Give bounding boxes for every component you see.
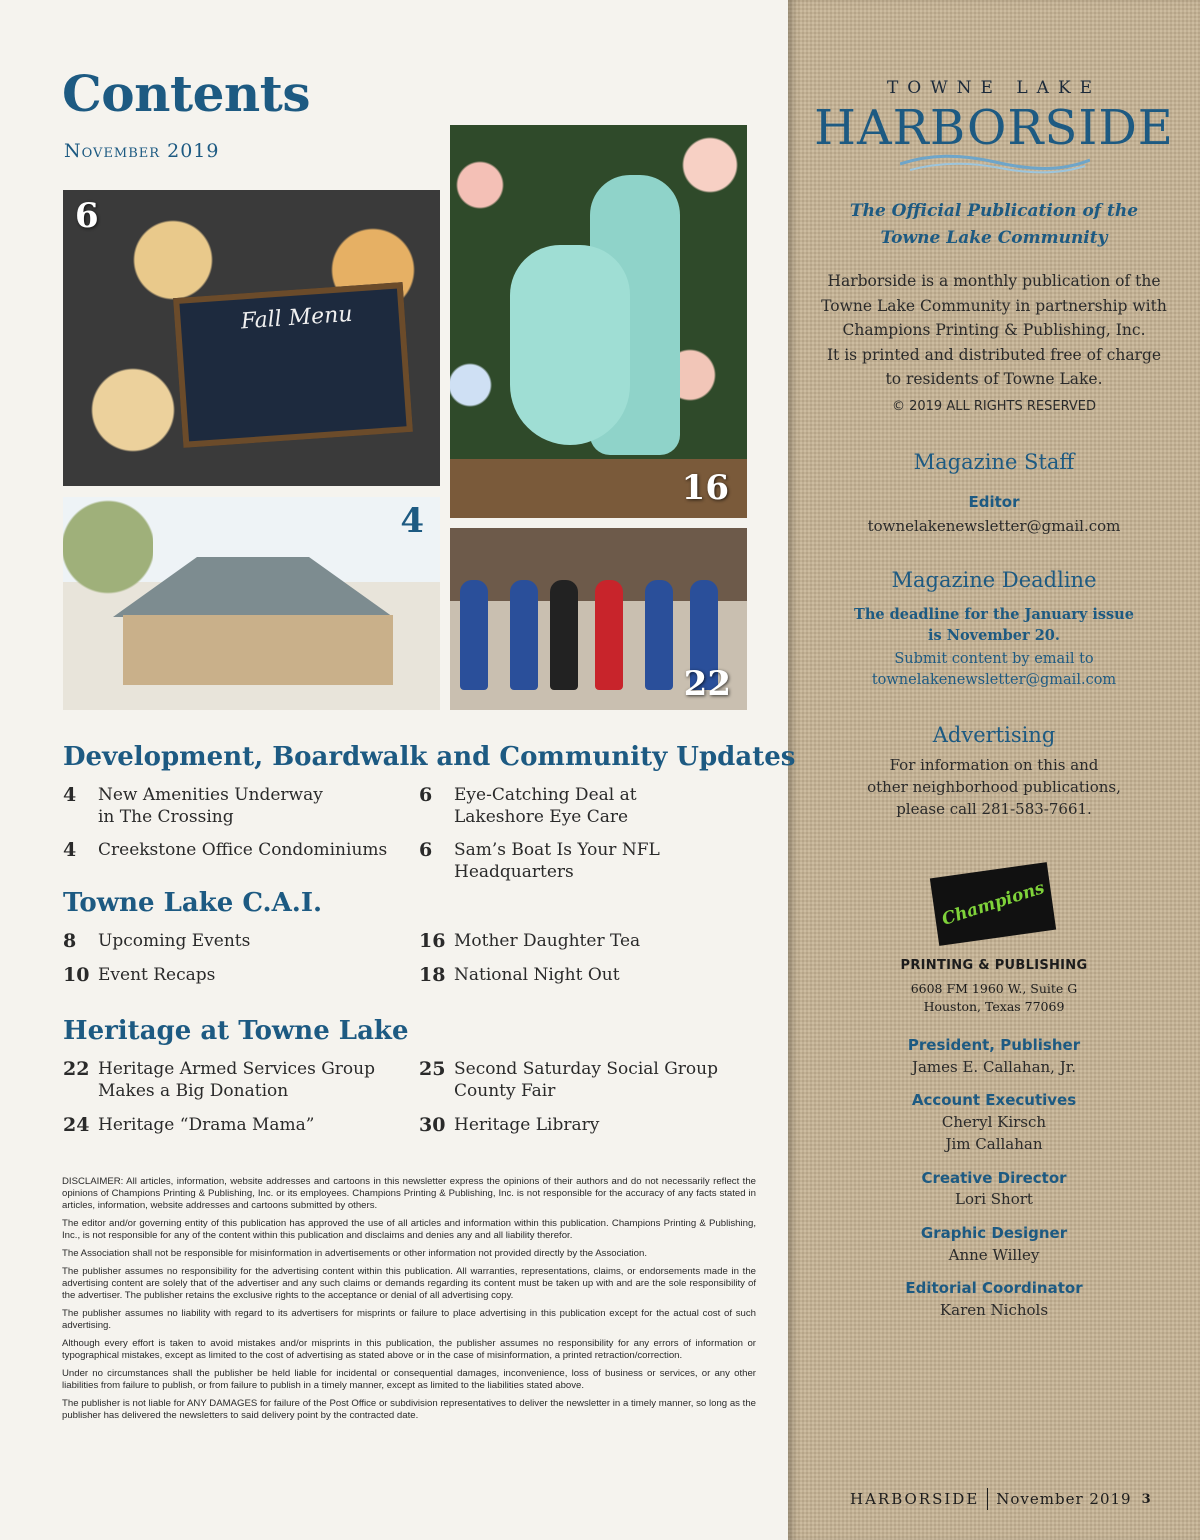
- photo-page-number: 6: [75, 196, 99, 236]
- toc-title-line: Heritage Armed Services Group: [98, 1059, 375, 1079]
- section-heading: Heritage at Towne Lake: [63, 1016, 409, 1046]
- toc-title-line: Lakeshore Eye Care: [454, 807, 629, 827]
- footer-divider: [987, 1488, 988, 1510]
- credit-name: James E. Callahan, Jr.: [911, 1058, 1077, 1076]
- staff-heading: Magazine Staff: [913, 450, 1075, 474]
- toc-page-number: 10: [63, 964, 90, 986]
- disclaimer-paragraph: The publisher assumes no responsibility for the advertising content within this publication. All warranties, representations, claims, or endorsements made in the advertising content are solely that of the advertiser and any such claims or demands regarding its content must be taken up with and are the sole responsibility of the advertiser. The publisher retains the exclusive rights to the acceptance or denial of all advertising copy.: [62, 1266, 756, 1301]
- toc-title: Mother Daughter Tea: [454, 931, 641, 951]
- person: [550, 580, 578, 690]
- toc-title: [454, 1058, 754, 1102]
- toc-title: Heritage Library: [454, 1115, 600, 1135]
- logo-towne-lake: TOWNE LAKE: [886, 78, 1102, 98]
- deadline-line: is November 20.: [928, 627, 1060, 644]
- chalkboard-menu: [173, 282, 413, 448]
- toc-title: [454, 784, 754, 828]
- submit-text: [788, 649, 1200, 691]
- deadline-heading: Magazine Deadline: [891, 568, 1097, 592]
- submit-email[interactable]: townelakenewsletter@gmail.com: [871, 672, 1117, 688]
- toc-title: Event Recaps: [98, 965, 216, 985]
- person: [510, 580, 538, 690]
- footer-brand: HARBORSIDE: [850, 1490, 980, 1508]
- chalkboard-title: Fall Menu: [240, 301, 354, 335]
- about-line: to residents of Towne Lake.: [885, 370, 1103, 388]
- official-line: Towne Lake Community: [880, 228, 1108, 248]
- house-rendering-photo: [63, 497, 440, 710]
- toc-page-number: 25: [419, 1058, 446, 1080]
- toc-page-number: 8: [63, 930, 77, 952]
- printing-publishing: PRINTING & PUBLISHING: [900, 958, 1088, 973]
- about-text: [788, 269, 1200, 392]
- credit-name: Cheryl Kirsch: [941, 1113, 1047, 1131]
- issue-date: November 2019: [64, 140, 220, 162]
- credit-name: Anne Willey: [948, 1246, 1040, 1264]
- page-footer: [850, 1488, 1151, 1510]
- group-photo: [450, 528, 747, 710]
- toc-title: [98, 1058, 398, 1102]
- about-line: Harborside is a monthly publication of the: [827, 272, 1161, 290]
- disclaimer-paragraph: The publisher assumes no liability with regard to its advertisers for misprints or failure to place advertising in this publication except for the actual cost of such advertising.: [62, 1308, 756, 1331]
- address-line: 6608 FM 1960 W., Suite G: [910, 981, 1078, 996]
- toc-title: Heritage “Drama Mama”: [98, 1115, 315, 1135]
- editor-email[interactable]: townelakenewsletter@gmail.com: [867, 517, 1121, 535]
- toc-page-number: 6: [419, 784, 433, 806]
- advertising-line: For information on this and: [889, 756, 1099, 774]
- credit-role: Graphic Designer: [920, 1224, 1068, 1242]
- daughter-figure: [510, 245, 630, 445]
- person: [645, 580, 673, 690]
- toc-page-number: 4: [63, 784, 77, 806]
- toc-title-line: Makes a Big Donation: [98, 1081, 289, 1101]
- disclaimer-paragraph: DISCLAIMER: All articles, information, website addresses and cartoons in this newsletter express the opinions of their authors and do not necessarily reflect the opinions of Champions Printing & Publishing, Inc. or its employees. Champions Printing & Publishing, Inc. is not responsible for the accuracy of any facts stated in articles, information, website addresses and cartoons submitted by others.: [62, 1176, 756, 1211]
- advertising-line: other neighborhood publications,: [867, 778, 1121, 796]
- credit-name: Lori Short: [955, 1190, 1033, 1208]
- credit-role: Editorial Coordinator: [905, 1279, 1083, 1297]
- toc-title-line: County Fair: [454, 1081, 556, 1101]
- building-sketch: [123, 615, 393, 685]
- disclaimer-block: [62, 1176, 756, 1428]
- toc-title: Sam’s Boat Is Your NFL Headquarters: [454, 840, 660, 882]
- toc-page-number: 24: [63, 1114, 90, 1136]
- address-line: Houston, Texas 77069: [923, 999, 1065, 1014]
- address: [788, 980, 1200, 1016]
- mother-daughter-photo: [450, 125, 747, 518]
- credit-name: Jim Callahan: [945, 1135, 1043, 1153]
- credit-role: Account Executives: [911, 1091, 1077, 1109]
- advertising-text: [788, 754, 1200, 820]
- disclaimer-paragraph: The Association shall not be responsible for misinformation in advertisements or other information not provided directly by the Association.: [62, 1248, 647, 1259]
- page-title: Contents: [62, 64, 311, 123]
- deadline-line: The deadline for the January issue: [854, 606, 1134, 623]
- toc-title: Creekstone Office Condominiums: [98, 840, 388, 860]
- toc-page-number: 16: [419, 930, 446, 952]
- toc-title-line: Eye-Catching Deal at: [454, 785, 637, 805]
- toc-page-number: 4: [63, 839, 77, 861]
- person: [595, 580, 623, 690]
- toc-title: [98, 784, 398, 828]
- official-line: The Official Publication of the: [849, 201, 1139, 221]
- toc-title: National Night Out: [454, 965, 620, 985]
- about-line: Champions Printing & Publishing, Inc.: [842, 321, 1146, 339]
- official-publication: [788, 198, 1200, 252]
- champions-logo-text: Champions: [939, 878, 1047, 930]
- section-heading: Towne Lake C.A.I.: [63, 888, 323, 918]
- about-line: It is printed and distributed free of charge: [826, 345, 1162, 364]
- toc-title: Upcoming Events: [98, 931, 251, 951]
- toc-title-line: in The Crossing: [98, 807, 234, 827]
- roof-sketch: [113, 557, 393, 617]
- editor-label: Editor: [968, 493, 1020, 511]
- footer-page-number: 3: [1141, 1491, 1151, 1507]
- toc-page-number: 6: [419, 839, 433, 861]
- wave-icon: [900, 150, 1090, 174]
- fall-menu-photo: [63, 190, 440, 486]
- credit-role: President, Publisher: [907, 1036, 1081, 1054]
- credit-name: Karen Nichols: [939, 1301, 1049, 1319]
- disclaimer-paragraph: The editor and/or governing entity of this publication has approved the use of all articles and information within this publication. Champions Printing & Publishing, Inc., is not responsible for any of the content within this publication and disclaims and denies any and all liability therefor.: [62, 1218, 756, 1241]
- deadline-text: [788, 604, 1200, 646]
- footer-month: November 2019: [996, 1490, 1132, 1508]
- disclaimer-paragraph: Although every effort is taken to avoid mistakes and/or misprints in this publication, the publisher assumes no responsibility for any errors of information or typographical mistakes, except as limited to the cost of advertising as stated above or in the case of misinformation, a printed retraction/correction.: [62, 1338, 756, 1361]
- section-heading: Development, Boardwalk and Community Updates: [63, 742, 796, 772]
- about-line: Towne Lake Community in partnership with: [821, 296, 1167, 315]
- photo-page-number: 4: [400, 501, 424, 541]
- photo-page-number: 16: [681, 468, 729, 508]
- logo-harborside: HARBORSIDE: [814, 100, 1174, 156]
- toc-title-line: Second Saturday Social Group: [454, 1059, 718, 1079]
- disclaimer-paragraph: Under no circumstances shall the publisher be held liable for incidental or consequential damages, inconvenience, loss of business or services, or any other liabilities from failure to publish, or from failure to publish in a timely manner, except as limited to the liabilities stated above.: [62, 1368, 756, 1391]
- person: [460, 580, 488, 690]
- advertising-line: please call 281-583-7661.: [896, 800, 1092, 818]
- rights-reserved: © 2019 ALL RIGHTS RESERVED: [891, 399, 1097, 414]
- photo-page-number: 22: [683, 664, 731, 704]
- disclaimer-paragraph: The publisher is not liable for ANY DAMAGES for failure of the Post Office or subdivision representatives to deliver the newsletter in a timely manner, so long as the publisher has delivered the newsletters to said delivery point by the contracted date.: [62, 1398, 756, 1421]
- toc-page-number: 22: [63, 1058, 90, 1080]
- toc-title-line: New Amenities Underway: [98, 785, 323, 805]
- toc-page-number: 18: [419, 964, 446, 986]
- advertising-heading: Advertising: [932, 723, 1056, 747]
- toc-page-number: 30: [419, 1114, 446, 1136]
- submit-line: Submit content by email to: [894, 651, 1094, 667]
- credit-role: Creative Director: [921, 1169, 1067, 1187]
